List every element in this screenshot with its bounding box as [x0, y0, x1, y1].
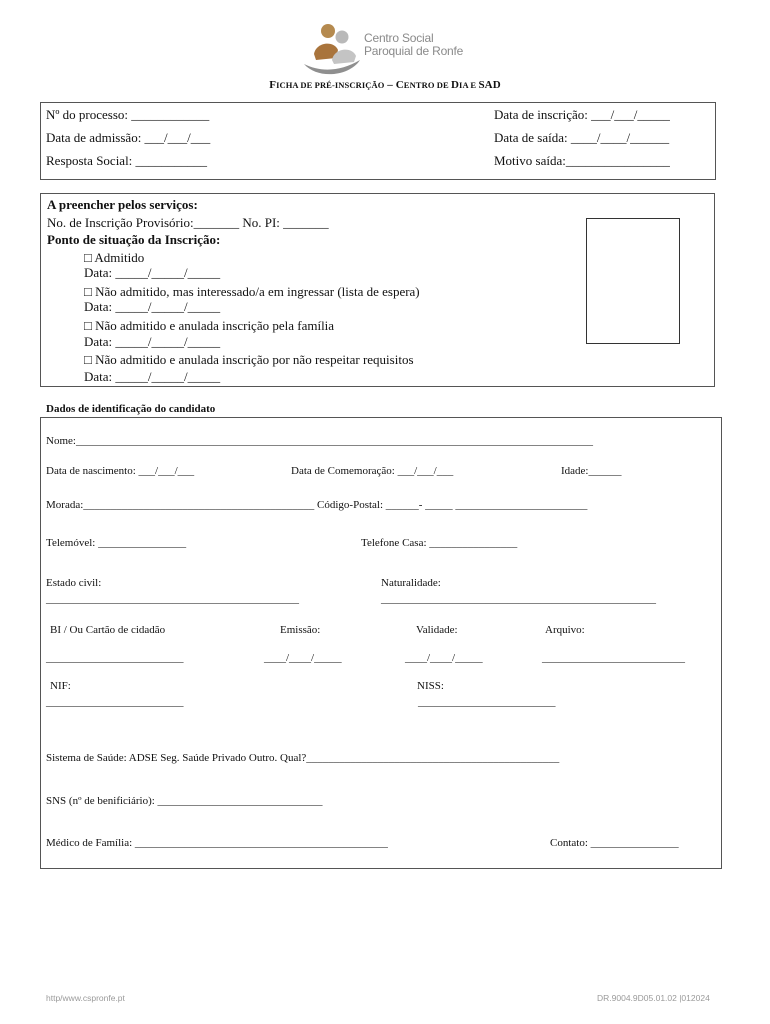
- exit-date-field[interactable]: Data de saída: ____/____/______: [494, 130, 670, 145]
- sns-number-field[interactable]: SNS (nº de benificiário): ______________________________: [46, 795, 323, 807]
- footer-website: http/www.cspronfe.pt: [46, 993, 125, 1003]
- commemoration-date-field[interactable]: Data de Comemoração: ___/___/___: [291, 465, 454, 477]
- niss-label: NISS:: [417, 680, 444, 692]
- niss-field[interactable]: _________________________: [418, 696, 556, 708]
- option-label: Não admitido e anulada inscrição pela família: [91, 318, 335, 333]
- family-doctor-field[interactable]: Médico de Família: ______________________________________________: [46, 837, 388, 849]
- validity-label: Validade:: [416, 624, 458, 636]
- admission-date-field[interactable]: Data de admissão: ___/___/___: [46, 130, 211, 145]
- issue-date-field[interactable]: ____/____/_____: [264, 652, 342, 664]
- contact-field[interactable]: Contato: ________________: [550, 837, 679, 849]
- date-field[interactable]: Data: _____/_____/_____: [84, 265, 221, 280]
- marital-status-label: Estado civil:: [46, 577, 102, 589]
- date-field[interactable]: Data: _____/_____/_____: [84, 369, 221, 384]
- birthplace-label: Naturalidade:: [381, 577, 441, 589]
- organization-logo: [300, 20, 490, 82]
- nif-label: NIF:: [50, 680, 71, 692]
- marital-status-field[interactable]: ______________________________________________: [46, 593, 299, 605]
- date-field[interactable]: Data: _____/_____/_____: [84, 334, 221, 349]
- issue-date-label: Emissão:: [280, 624, 321, 636]
- option-label: Admitido: [91, 250, 145, 265]
- option-waiting-list[interactable]: [84, 284, 420, 300]
- registration-status-heading: Ponto de situação da Inscrição:: [47, 232, 221, 247]
- logo-text: [364, 32, 463, 58]
- nif-field[interactable]: _________________________: [46, 696, 184, 708]
- birthplace-field[interactable]: __________________________________________________: [381, 593, 656, 605]
- title-segment: ENTRO DE: [403, 80, 451, 90]
- option-admitted[interactable]: [84, 250, 144, 266]
- archive-label: Arquivo:: [545, 624, 585, 636]
- name-field[interactable]: Nome:______________________________________________________________________________________________: [46, 435, 593, 447]
- title-segment: IA E: [459, 80, 479, 90]
- footer-document-code: DR.9004.9D05.01.02 |012024: [597, 993, 710, 1003]
- option-label: Não admitido, mas interessado/a em ingressar (lista de espera): [91, 284, 420, 299]
- home-phone-field[interactable]: Telefone Casa: ________________: [361, 537, 518, 549]
- option-cancelled-requirements[interactable]: [84, 352, 414, 368]
- logo-line-1: Centro Social: [364, 31, 434, 45]
- health-system-field[interactable]: Sistema de Saúde: ADSE Seg. Saúde Privado Outro. Qual?______________________________________________: [46, 752, 560, 764]
- photo-placeholder: [586, 218, 680, 344]
- birth-date-field[interactable]: Data de nascimento: ___/___/___: [46, 465, 195, 477]
- id-card-field[interactable]: _________________________: [46, 652, 184, 664]
- title-segment: F: [269, 79, 277, 91]
- social-response-field[interactable]: Resposta Social: ___________: [46, 153, 208, 168]
- title-segment: SAD: [478, 79, 501, 91]
- title-segment: D: [450, 79, 460, 91]
- checkbox-icon[interactable]: □: [84, 284, 92, 299]
- logo-people-icon: [300, 20, 362, 82]
- exit-reason-field[interactable]: Motivo saída:________________: [494, 153, 670, 168]
- mobile-phone-field[interactable]: Telemóvel: ________________: [46, 537, 187, 549]
- checkbox-icon[interactable]: □: [84, 318, 92, 333]
- logo-line-2: Paroquial de Ronfe: [364, 44, 464, 58]
- document-title: [0, 79, 770, 91]
- date-field[interactable]: Data: _____/_____/_____: [84, 299, 221, 314]
- checkbox-icon[interactable]: □: [84, 250, 92, 265]
- id-card-label: BI / Ou Cartão de cidadão: [50, 624, 166, 636]
- checkbox-icon[interactable]: □: [84, 352, 92, 367]
- provisional-registration-field[interactable]: No. de Inscrição Provisório:_______ No. PI: _______: [47, 215, 329, 230]
- option-cancelled-family[interactable]: [84, 318, 334, 334]
- registration-date-field[interactable]: Data de inscrição: ___/___/_____: [494, 107, 670, 122]
- process-number-field[interactable]: Nº do processo: ____________: [46, 107, 210, 122]
- candidate-section-title: Dados de identificação do candidato: [46, 403, 216, 415]
- address-field[interactable]: Morada:__________________________________________ Código-Postal: ______- _____ ________________________: [46, 499, 588, 511]
- archive-field[interactable]: __________________________: [542, 652, 685, 664]
- age-field[interactable]: Idade:______: [561, 465, 622, 477]
- validity-field[interactable]: ____/____/_____: [405, 652, 483, 664]
- title-segment: – C: [384, 79, 404, 91]
- services-heading: A preencher pelos serviços:: [47, 197, 198, 212]
- option-label: Não admitido e anulada inscrição por não respeitar requisitos: [91, 352, 414, 367]
- title-segment: ICHA DE PRÉ-INSCRIÇÃO: [276, 80, 385, 90]
